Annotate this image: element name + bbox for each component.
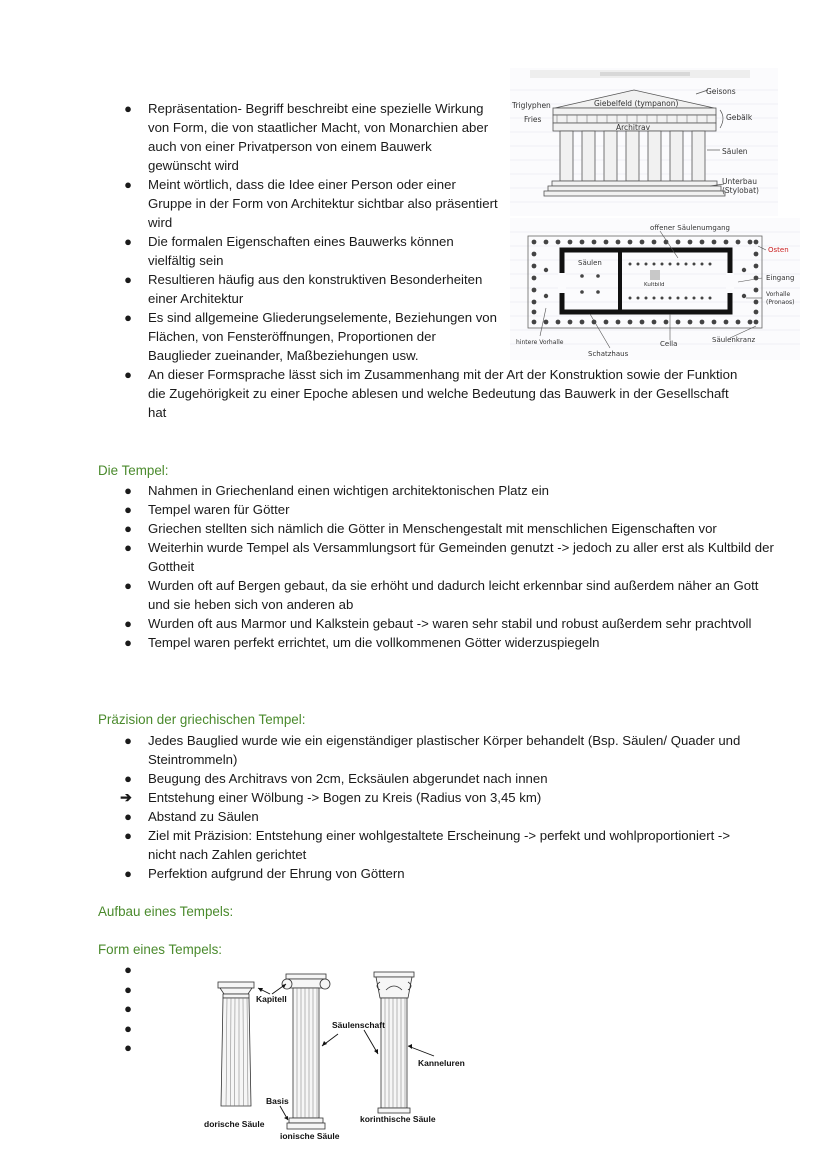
bullet-icon: ● [124,310,132,325]
label-saeulen: Säulen [722,147,748,156]
label-cella: Cella [660,340,678,348]
temple-floor-plan-sketch [510,218,800,360]
label-saeulenumgang: offener Säulenumgang [650,224,730,232]
praezision-list [98,731,760,883]
list-item: ● Resultieren häufig aus den konstruktiven Besonderheiten einer Architektur [98,270,498,308]
bullet-icon: ● [124,177,132,192]
label-architrav: Architrav [616,123,651,132]
bullet-icon: ● [124,1040,132,1055]
bullet-icon: ● [124,272,132,287]
section-heading-tempel: Die Tempel: [98,463,169,478]
list-item: ● Weiterhin wurde Tempel als Versammlungsort für Gemeinden genutzt -> jedoch zu aller erst als Kultbild der Gottheit [98,538,778,576]
list-item: ● Meint wörtlich, dass die Idee einer Person oder einer Gruppe in der Form von Architektur sichtbar also präsentiert wird [98,175,498,232]
label-saeulenkranz: Säulenkranz [712,336,756,344]
bullet-icon: ● [124,521,132,536]
bullet-icon: ● [124,234,132,249]
label-gebaelk: Gebälk [726,113,753,122]
list-item: ● Tempel waren für Götter [98,500,778,519]
label-kanneluren: Kanneluren [418,1058,465,1068]
bullet-icon: ● [124,866,132,881]
list-item: ● Ziel mit Präzision: Entstehung einer wohlgestaltete Erscheinung -> perfekt und wohlproportioniert -> nicht nach Zahlen gerichtet [98,826,760,864]
list-item: ● An dieser Formsprache lässt sich im Zusammenhang mit der Art der Konstruktion sowie der Funktion die Zugehörigkeit zu einer Epoche ablesen und welche Bedeutung das Bauwerk in der Gesellschaft hat [98,365,743,422]
ionic-column [282,974,330,1129]
label-saeulenschaft: Säulenschaft [332,1020,385,1030]
bullet-icon: ● [124,1020,132,1036]
list-item: ➔ Entstehung einer Wölbung -> Bogen zu Kreis (Radius von 3,45 km) [120,789,542,805]
form-empty-list [98,960,208,1058]
bullet-icon: ● [124,809,132,824]
column-orders-illustration [196,968,496,1146]
label-geisons: Geisons [706,87,736,96]
label-eingang: Eingang [766,274,795,282]
label-dorische-saeule: dorische Säule [204,1119,265,1129]
tempel-list [98,481,778,652]
label-schatzhaus: Schatzhaus [588,350,629,358]
list-item: ● Tempel waren perfekt errichtet, um die vollkommenen Götter widerzuspiegeln [98,633,778,652]
label-giebelfeld: Giebelfeld (tympanon) [594,99,679,108]
label-stylobat: (Stylobat) [722,186,759,195]
bullet-icon: ● [124,540,132,555]
label-saeulen: Säulen [578,259,602,267]
label-vorhalle-right: Vorhalle [766,291,791,298]
bullet-icon: ● [124,962,132,977]
label-unterbau: Unterbau [722,177,757,186]
list-item [98,980,208,1000]
right-arrow-icon: ➔ [120,789,132,805]
bullet-icon: ● [124,616,132,631]
bullet-icon: ● [124,578,132,593]
corinthian-column [374,972,414,1113]
label-osten: Osten [768,246,789,254]
label-basis: Basis [266,1096,289,1106]
list-item: ● Abstand zu Säulen [98,807,760,826]
list-item [98,1019,208,1039]
list-item: ● Wurden oft aus Marmor und Kalkstein gebaut -> waren sehr stabil und robust außerdem sehr prachtvoll [98,614,778,633]
bullet-icon: ● [124,981,132,997]
bullet-icon: ● [124,101,132,116]
list-item: ● Beugung des Architravs von 2cm, Ecksäulen abgerundet nach innen [98,769,760,788]
label-kapitell: Kapitell [256,994,287,1004]
label-ionische-saeule: ionische Säule [280,1131,340,1141]
list-item [98,1038,208,1058]
bullet-icon: ● [124,502,132,517]
list-item [98,960,208,980]
label-fries: Fries [524,115,542,124]
temple-elevation-sketch [510,68,778,216]
section-heading-form: Form eines Tempels: [98,942,223,957]
bullet-icon: ● [124,367,132,382]
list-item: ● Die formalen Eigenschaften eines Bauwerks können vielfältig sein [98,232,498,270]
label-hintere-vorhalle: hintere Vorhalle [516,339,564,346]
list-item: ● Nahmen in Griechenland einen wichtigen architektonischen Platz ein [98,481,778,500]
bullet-icon: ● [124,771,132,786]
list-item: ● Es sind allgemeine Gliederungselemente, Beziehungen von Flächen, von Fensteröffnungen, Proportionen der Bauglieder zueinander, Maßbeziehungen usw. [98,308,498,365]
label-kultbild: Kultbild [644,282,665,288]
label-triglyphen: Triglyphen [512,101,551,110]
bullet-icon: ● [124,1001,132,1016]
bullet-icon: ● [124,635,132,650]
doric-column [218,982,254,1106]
label-pronaos: (Pronaos) [766,299,795,306]
bullet-icon: ● [124,483,132,498]
section-heading-praezision: Präzision der griechischen Tempel: [98,712,306,727]
list-item: ● Repräsentation- Begriff beschreibt eine spezielle Wirkung von Form, die von staatlicher Macht, von Monarchien aber auch von einer Privatperson von einem Bauwerk gewünscht wird [98,99,498,175]
section-heading-aufbau: Aufbau eines Tempels: [98,904,234,919]
label-korinthische-saeule: korinthische Säule [360,1114,436,1124]
list-item: ● Perfektion aufgrund der Ehrung von Göttern [98,864,760,883]
list-item: ● Jedes Bauglied wurde wie ein eigenständiger plastischer Körper behandelt (Bsp. Säulen/ Quader und Steintrommeln) [98,731,760,769]
list-item: ● Wurden oft auf Bergen gebaut, da sie erhöht und dadurch leicht erkennbar sind außerdem näher an Gott und sie heben sich von anderen ab [98,576,778,614]
list-item: ● Griechen stellten sich nämlich die Götter in Menschengestalt mit menschlichen Eigenschaften vor [98,519,778,538]
bullet-icon: ● [124,733,132,748]
bullet-icon: ● [124,828,132,843]
list-item [98,999,208,1019]
